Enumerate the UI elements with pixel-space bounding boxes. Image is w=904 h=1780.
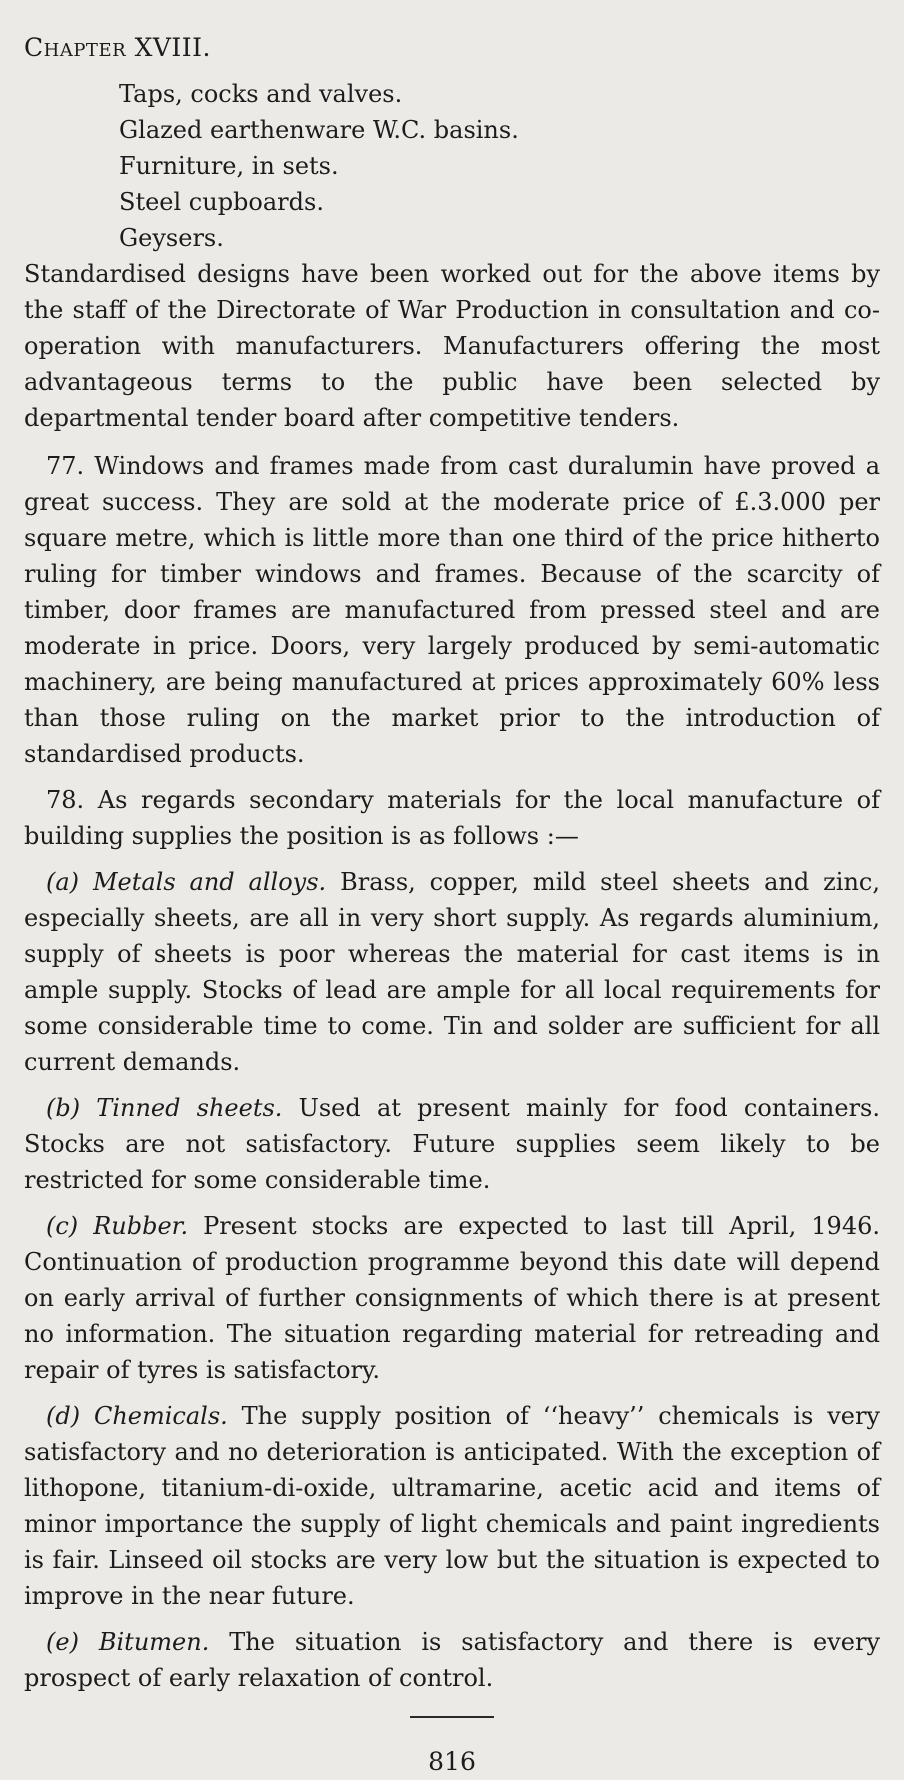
paragraph-77: 77. Windows and frames made from cast duralumin have proved a great success. They are sold at the moderate price of £.3.000 per square metre, which is little more than one third of the price hitherto ruling for timber windows and frames. Because of the scarcity of timber, door frames are manufactured from pressed steel and are moderate in price. Doors, very largely produced by semi-automatic machinery, are being manufactured at prices approximately 60% less than those ruling on the market prior to the introduction of standardised products. [24,452,880,768]
list-item: Geysers. [119,224,224,252]
list-item: Steel cupboards. [119,188,324,216]
subsection-letter: (e) [46,1628,79,1656]
subsection-text: The supply position of ‘‘heavy’’ chemicals is very satisfactory and no deterioration is anticipated. With the exception of lithopone, titanium-di-oxide, ultramarine, acetic acid and items of minor importance the supply of light chemicals and paint ingredients is fair. Linseed oil stocks are very low but the situation is expected to improve in the near future. [24,1402,880,1610]
chapter-heading: Chapter XVIII. [24,33,212,62]
subsection-heading: Chemicals. [93,1402,228,1430]
subsection-c [24,1208,880,1388]
subsection-b [24,1090,880,1198]
subsection-heading: Rubber. [93,1212,189,1240]
page-number: 816 [428,1747,476,1776]
section-divider [410,1716,494,1718]
list-item: Furniture, in sets. [119,152,339,180]
subsection-heading: Bitumen. [98,1628,210,1656]
subsection-letter: (b) [46,1094,81,1122]
list-item: Glazed earthenware W.C. basins. [119,116,519,144]
subsection-a [24,864,880,1080]
subsection-d [24,1398,880,1614]
subsection-heading: Metals and alloys. [92,868,327,896]
subsection-e [24,1624,880,1696]
subsection-text: Present stocks are expected to last till April, 1946. Continuation of production programme beyond this date will depend on early arrival of further consignments of which there is at present no information. The situation regarding material for retreading and repair of tyres is satisfactory. [24,1212,880,1384]
subsection-text: Brass, copper, mild steel sheets and zinc, especially sheets, are all in very short supply. As regards aluminium, supply of sheets is poor whereas the material for cast items is in ample supply. Stocks of lead are ample for all local requirements for some considerable time to come. Tin and solder are sufficient for all current demands. [24,868,880,1076]
paragraph-78: 78. As regards secondary materials for the local manufacture of building supplies the position is as follows :— [24,786,880,850]
subsection-text: Used at present mainly for food containers. Stocks are not satisfactory. Future supplies seem likely to be restricted for some considerable time. [24,1094,880,1194]
items-list [119,76,880,256]
subsection-letter: (c) [46,1212,79,1240]
list-item: Taps, cocks and valves. [119,80,403,108]
intro-paragraph: Standardised designs have been worked out for the above items by the staff of the Directorate of War Production in consultation and co-operation with manufacturers. Manufacturers offering the most advantageous terms to the public have been selected by departmental tender board after competitive tenders. [24,260,880,432]
subsection-heading: Tinned sheets. [96,1094,283,1122]
subsection-text: The situation is satisfactory and there is every prospect of early relaxation of control. [24,1628,881,1692]
subsection-letter: (d) [46,1402,81,1430]
subsection-letter: (a) [46,868,80,896]
